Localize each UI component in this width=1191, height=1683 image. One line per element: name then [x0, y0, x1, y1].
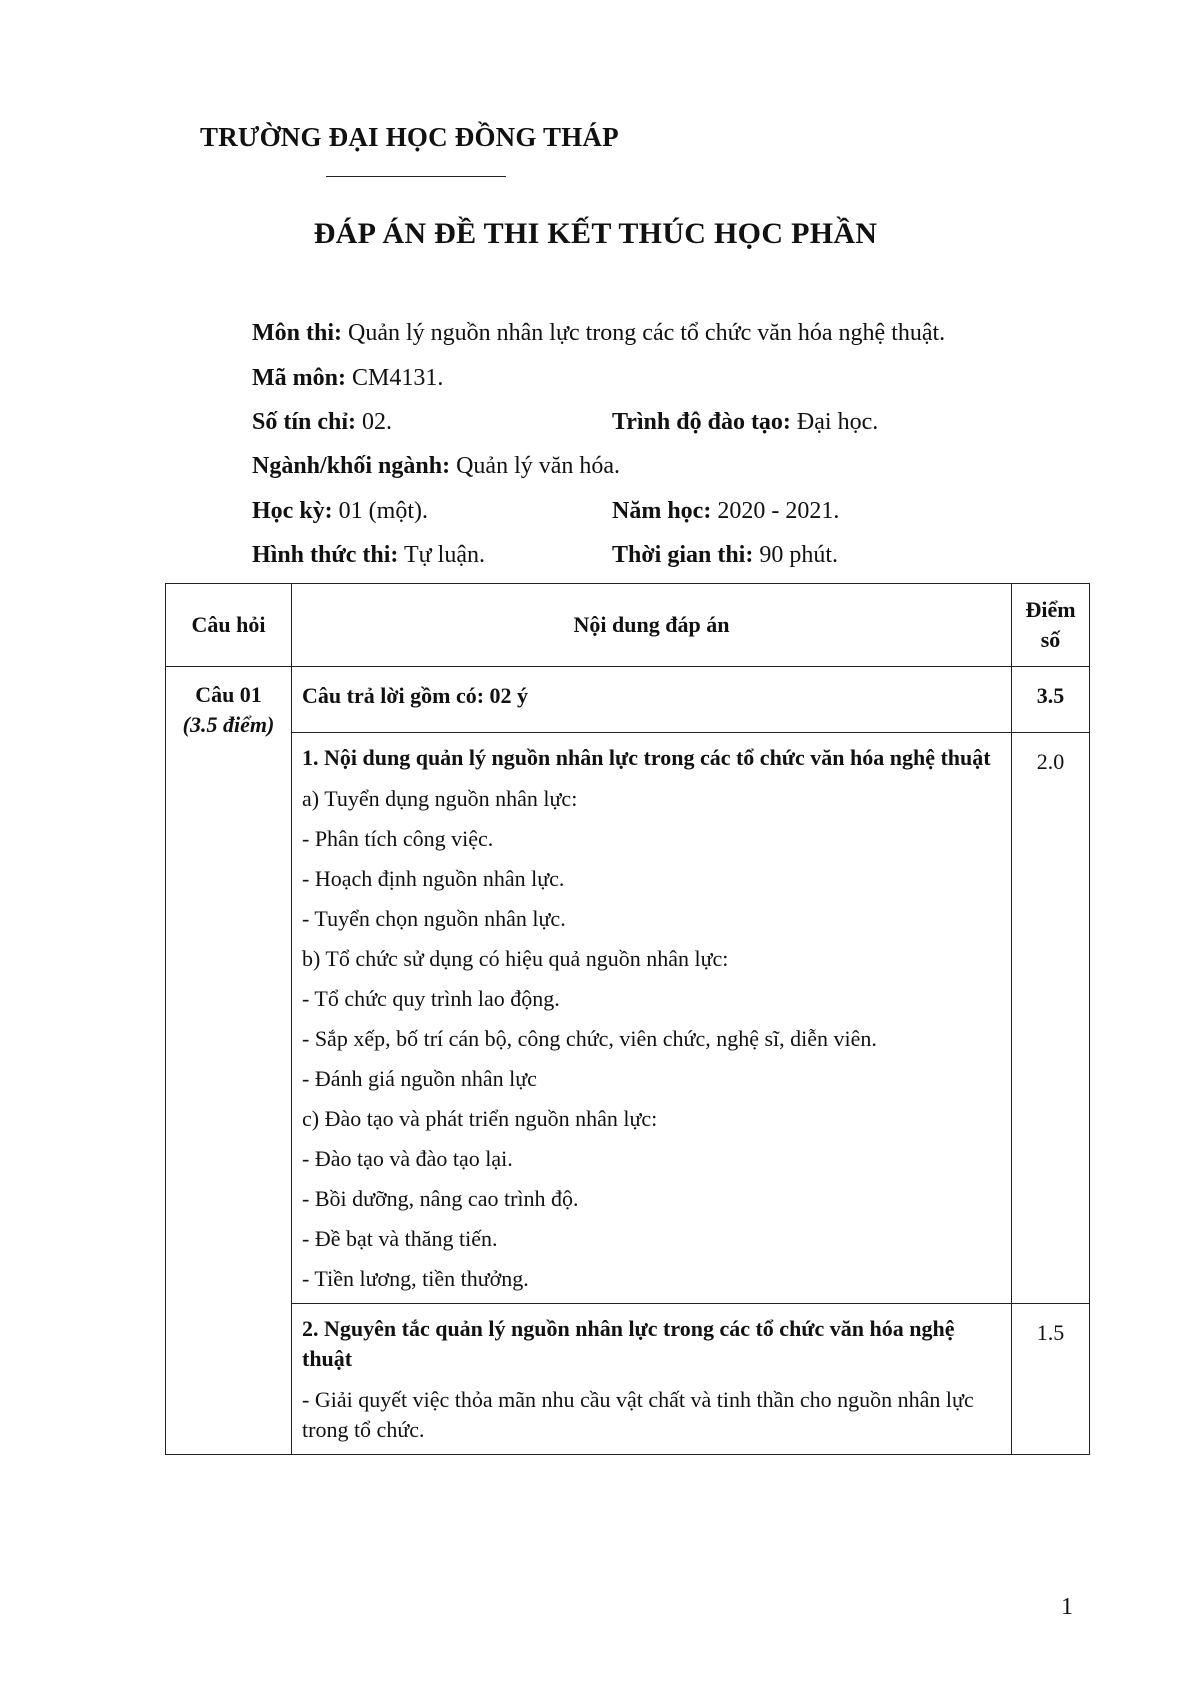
- year-value: 2020 - 2021.: [711, 498, 840, 524]
- header-score: Điểm số: [1012, 584, 1090, 667]
- duration-group: [612, 540, 838, 570]
- summary-score: 3.5: [1012, 667, 1090, 733]
- code-label: Mã môn:: [252, 365, 346, 391]
- code-value: CM4131.: [345, 365, 444, 391]
- school-name: TRƯỜNG ĐẠI HỌC ĐỒNG THÁP: [200, 122, 619, 152]
- list-item: - Tiền lương, tiền thưởng.: [302, 1266, 529, 1291]
- list-item: - Đánh giá nguồn nhân lực: [302, 1066, 537, 1091]
- document-title: ĐÁP ÁN ĐỀ THI KẾT THÚC HỌC PHẦN: [313, 217, 878, 250]
- part1-score: 2.0: [1012, 733, 1090, 1304]
- table-row: [166, 667, 1090, 733]
- info-code: [252, 363, 443, 393]
- header-question: Câu hỏi: [166, 584, 292, 667]
- subject-label: Môn thi:: [252, 320, 342, 346]
- level-label: Trình độ đào tạo:: [612, 409, 791, 435]
- page-number: 1: [1061, 1594, 1073, 1620]
- part1-title: 1. Nội dung quản lý nguồn nhân lực trong các tổ chức văn hóa nghệ thuật: [302, 745, 991, 770]
- header-content: Nội dung đáp án: [292, 584, 1012, 667]
- summary-text: Câu trả lời gồm có: 02 ý: [302, 683, 529, 708]
- list-item: - Tổ chức quy trình lao động.: [302, 986, 560, 1011]
- part1-lines: [302, 779, 1001, 1299]
- subject-value: Quản lý nguồn nhân lực trong các tổ chức văn hóa nghệ thuật.: [342, 320, 946, 346]
- semester-value: 01 (một).: [332, 498, 428, 524]
- list-item: - Phân tích công việc.: [302, 826, 494, 851]
- list-item: - Tuyển chọn nguồn nhân lực.: [302, 906, 566, 931]
- list-item: - Giải quyết việc thỏa mãn nhu cầu vật chất và tinh thần cho nguồn nhân lực trong tổ chức.: [302, 1387, 974, 1442]
- info-subject: [252, 318, 945, 348]
- list-item: c) Đào tạo và phát triển nguồn nhân lực:: [302, 1106, 658, 1131]
- major-value: Quản lý văn hóa.: [450, 453, 621, 479]
- part2-lines: [302, 1380, 1001, 1450]
- list-item: - Đào tạo và đào tạo lại.: [302, 1146, 513, 1171]
- list-item: b) Tổ chức sử dụng có hiệu quả nguồn nhân lực:: [302, 946, 729, 971]
- duration-value: 90 phút.: [753, 542, 838, 568]
- credits-value: 02.: [356, 409, 393, 435]
- info-major: [252, 451, 620, 481]
- credits-label: Số tín chỉ:: [252, 409, 357, 435]
- format-label: Hình thức thi:: [252, 542, 399, 568]
- part2-cell: [292, 1304, 1012, 1455]
- year-label: Năm học:: [612, 498, 712, 524]
- list-item: - Sắp xếp, bố trí cán bộ, công chức, viên chức, nghệ sĩ, diễn viên.: [302, 1026, 877, 1051]
- list-item: - Hoạch định nguồn nhân lực.: [302, 866, 565, 891]
- level-value: Đại học.: [790, 409, 879, 435]
- semester-label: Học kỳ:: [252, 498, 333, 524]
- list-item: - Bồi dưỡng, nâng cao trình độ.: [302, 1186, 579, 1211]
- table-row: [166, 1304, 1090, 1455]
- part1-cell: [292, 733, 1012, 1304]
- summary-cell: [292, 667, 1012, 733]
- year-group: [612, 496, 839, 526]
- part2-score: 1.5: [1012, 1304, 1090, 1455]
- school-underline: [326, 176, 506, 177]
- part2-title: 2. Nguyên tắc quản lý nguồn nhân lực trong các tổ chức văn hóa nghệ thuật: [302, 1316, 955, 1371]
- list-item: - Đề bạt và thăng tiến.: [302, 1226, 498, 1251]
- question-cell: [166, 667, 292, 1455]
- info-format-duration: [252, 540, 838, 570]
- level-group: [612, 407, 878, 437]
- table-header-row: [166, 584, 1090, 667]
- format-value: Tự luận.: [398, 542, 485, 568]
- major-label: Ngành/khối ngành:: [252, 453, 451, 479]
- question-name: Câu 01: [195, 682, 262, 707]
- table-row: [166, 733, 1090, 1304]
- answer-table: [165, 583, 1090, 1455]
- duration-label: Thời gian thi:: [612, 542, 754, 568]
- info-credits-level: [252, 407, 879, 437]
- info-semester-year: [252, 496, 840, 526]
- question-points: (3.5 điểm): [182, 712, 275, 737]
- list-item: a) Tuyển dụng nguồn nhân lực:: [302, 786, 578, 811]
